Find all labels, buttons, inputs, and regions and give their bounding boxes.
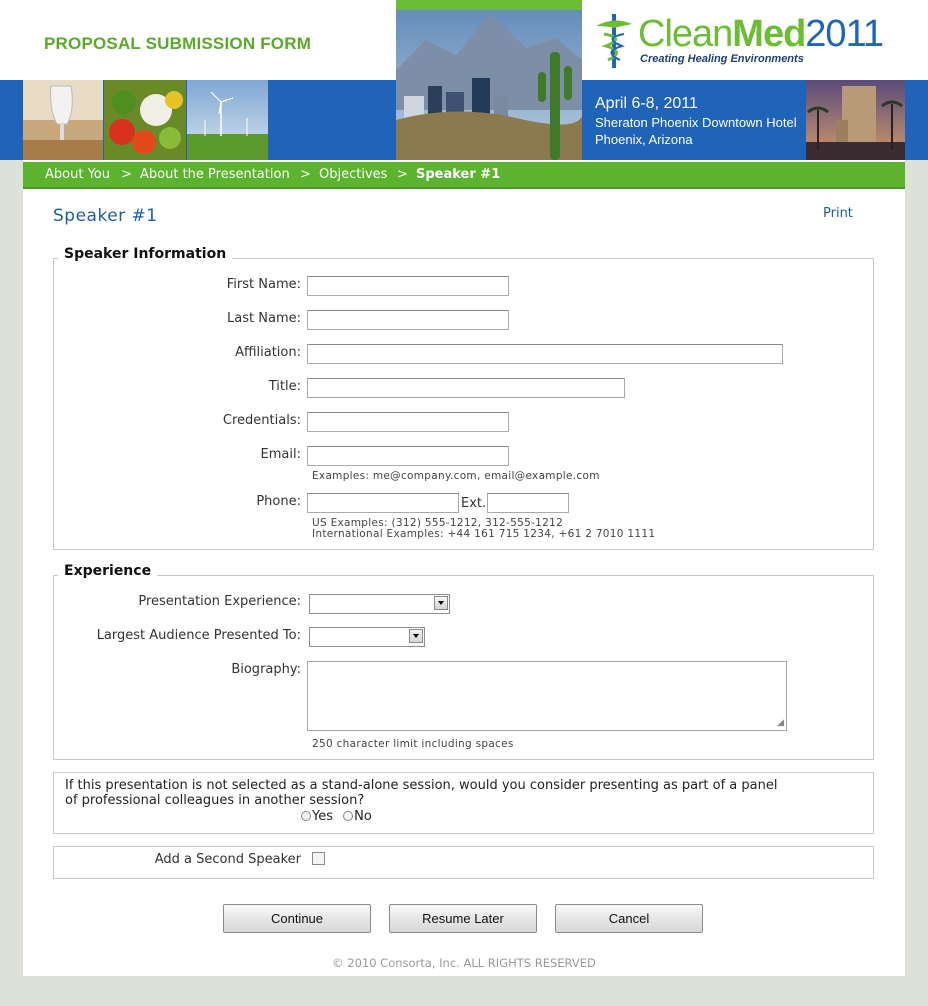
cleanmed-logo	[592, 12, 912, 72]
ext-label: Ext.	[461, 496, 487, 511]
breadcrumb	[23, 162, 905, 189]
yes-label[interactable]: Yes	[312, 809, 333, 824]
breadcrumb-separator: >	[397, 167, 408, 182]
panel-question-line-2: of professional colleagues in another session?	[65, 793, 365, 808]
form-title: PROPOSAL SUBMISSION FORM	[44, 34, 312, 53]
panel-answer-options	[301, 809, 372, 824]
email-hint: Examples: me@company.com, email@example.com	[312, 470, 600, 482]
add-second-speaker-label[interactable]: Add a Second Speaker	[154, 852, 301, 867]
page-title: Speaker #1	[53, 206, 158, 226]
logo-tagline: Creating Healing Environments	[640, 53, 804, 65]
ext-input[interactable]	[487, 493, 569, 513]
first-name-label: First Name:	[226, 277, 301, 292]
first-name-input[interactable]	[307, 276, 509, 296]
hotel-photo	[806, 80, 905, 160]
title-label: Title:	[268, 379, 301, 394]
presentation-experience-label: Presentation Experience:	[138, 594, 301, 609]
biography-textarea[interactable]	[307, 661, 787, 731]
affiliation-label: Affiliation:	[235, 345, 301, 360]
phoenix-skyline-photo	[396, 0, 582, 160]
logo-wordmark: CleanMed2011	[638, 13, 884, 55]
cancel-button[interactable]: Cancel	[555, 904, 703, 933]
biography-label: Biography:	[231, 662, 301, 677]
wind-turbines-photo	[187, 80, 268, 160]
vegetables-photo	[104, 80, 186, 160]
resume-later-button[interactable]: Resume Later	[389, 904, 537, 933]
last-name-label: Last Name:	[227, 311, 301, 326]
resize-grip-icon[interactable]: ◢	[777, 718, 784, 728]
print-link[interactable]: Print	[823, 206, 853, 221]
panel-question-line-1: If this presentation is not selected as a stand-alone session, would you consider presenting as part of a panel	[65, 778, 778, 793]
breadcrumb-separator: >	[300, 167, 311, 182]
event-location: Phoenix, Arizona	[595, 132, 693, 147]
continue-button[interactable]: Continue	[223, 904, 371, 933]
speaker-information-legend: Speaker Information	[58, 246, 232, 262]
yes-radio[interactable]	[301, 811, 311, 821]
no-radio[interactable]	[343, 811, 353, 821]
breadcrumb-separator: >	[121, 167, 132, 182]
event-venue: Sheraton Phoenix Downtown Hotel	[595, 115, 797, 130]
phone-hint-international: International Examples: +44 161 715 1234, +61 2 7010 1111	[312, 528, 656, 540]
event-date: April 6-8, 2011	[595, 95, 698, 112]
largest-audience-label: Largest Audience Presented To:	[96, 628, 301, 643]
phone-hint-us: US Examples: (312) 555-1212, 312-555-1212	[312, 517, 564, 529]
panel-question-text	[65, 778, 777, 808]
experience-legend: Experience	[58, 563, 157, 579]
credentials-input[interactable]	[307, 412, 509, 432]
breadcrumb-about-you[interactable]: About You	[45, 167, 110, 182]
caduceus-icon	[592, 12, 636, 72]
credentials-label: Credentials:	[222, 413, 301, 428]
iv-bag-photo	[23, 80, 103, 160]
dropdown-arrow-icon[interactable]	[409, 629, 423, 643]
content-panel	[23, 160, 905, 976]
email-input[interactable]	[307, 446, 509, 466]
site-header	[0, 0, 928, 160]
presentation-experience-select[interactable]	[309, 594, 450, 614]
biography-hint: 250 character limit including spaces	[312, 738, 514, 750]
breadcrumb-speaker-1: Speaker #1	[416, 167, 501, 182]
no-label[interactable]: No	[354, 809, 372, 824]
title-input[interactable]	[307, 378, 625, 398]
phone-input[interactable]	[307, 493, 459, 513]
event-info	[595, 94, 797, 148]
header-green-accent	[396, 0, 582, 10]
breadcrumb-objectives[interactable]: Objectives	[319, 167, 388, 182]
breadcrumb-about-presentation[interactable]: About the Presentation	[140, 167, 290, 182]
phone-label: Phone:	[256, 494, 301, 509]
dropdown-arrow-icon[interactable]	[434, 596, 448, 610]
add-second-speaker-checkbox[interactable]	[312, 852, 325, 865]
last-name-input[interactable]	[307, 310, 509, 330]
affiliation-input[interactable]	[307, 344, 783, 364]
email-label: Email:	[260, 447, 301, 462]
footer-copyright: © 2010 Consorta, Inc. ALL RIGHTS RESERVED	[332, 956, 596, 970]
largest-audience-select[interactable]	[309, 627, 425, 647]
